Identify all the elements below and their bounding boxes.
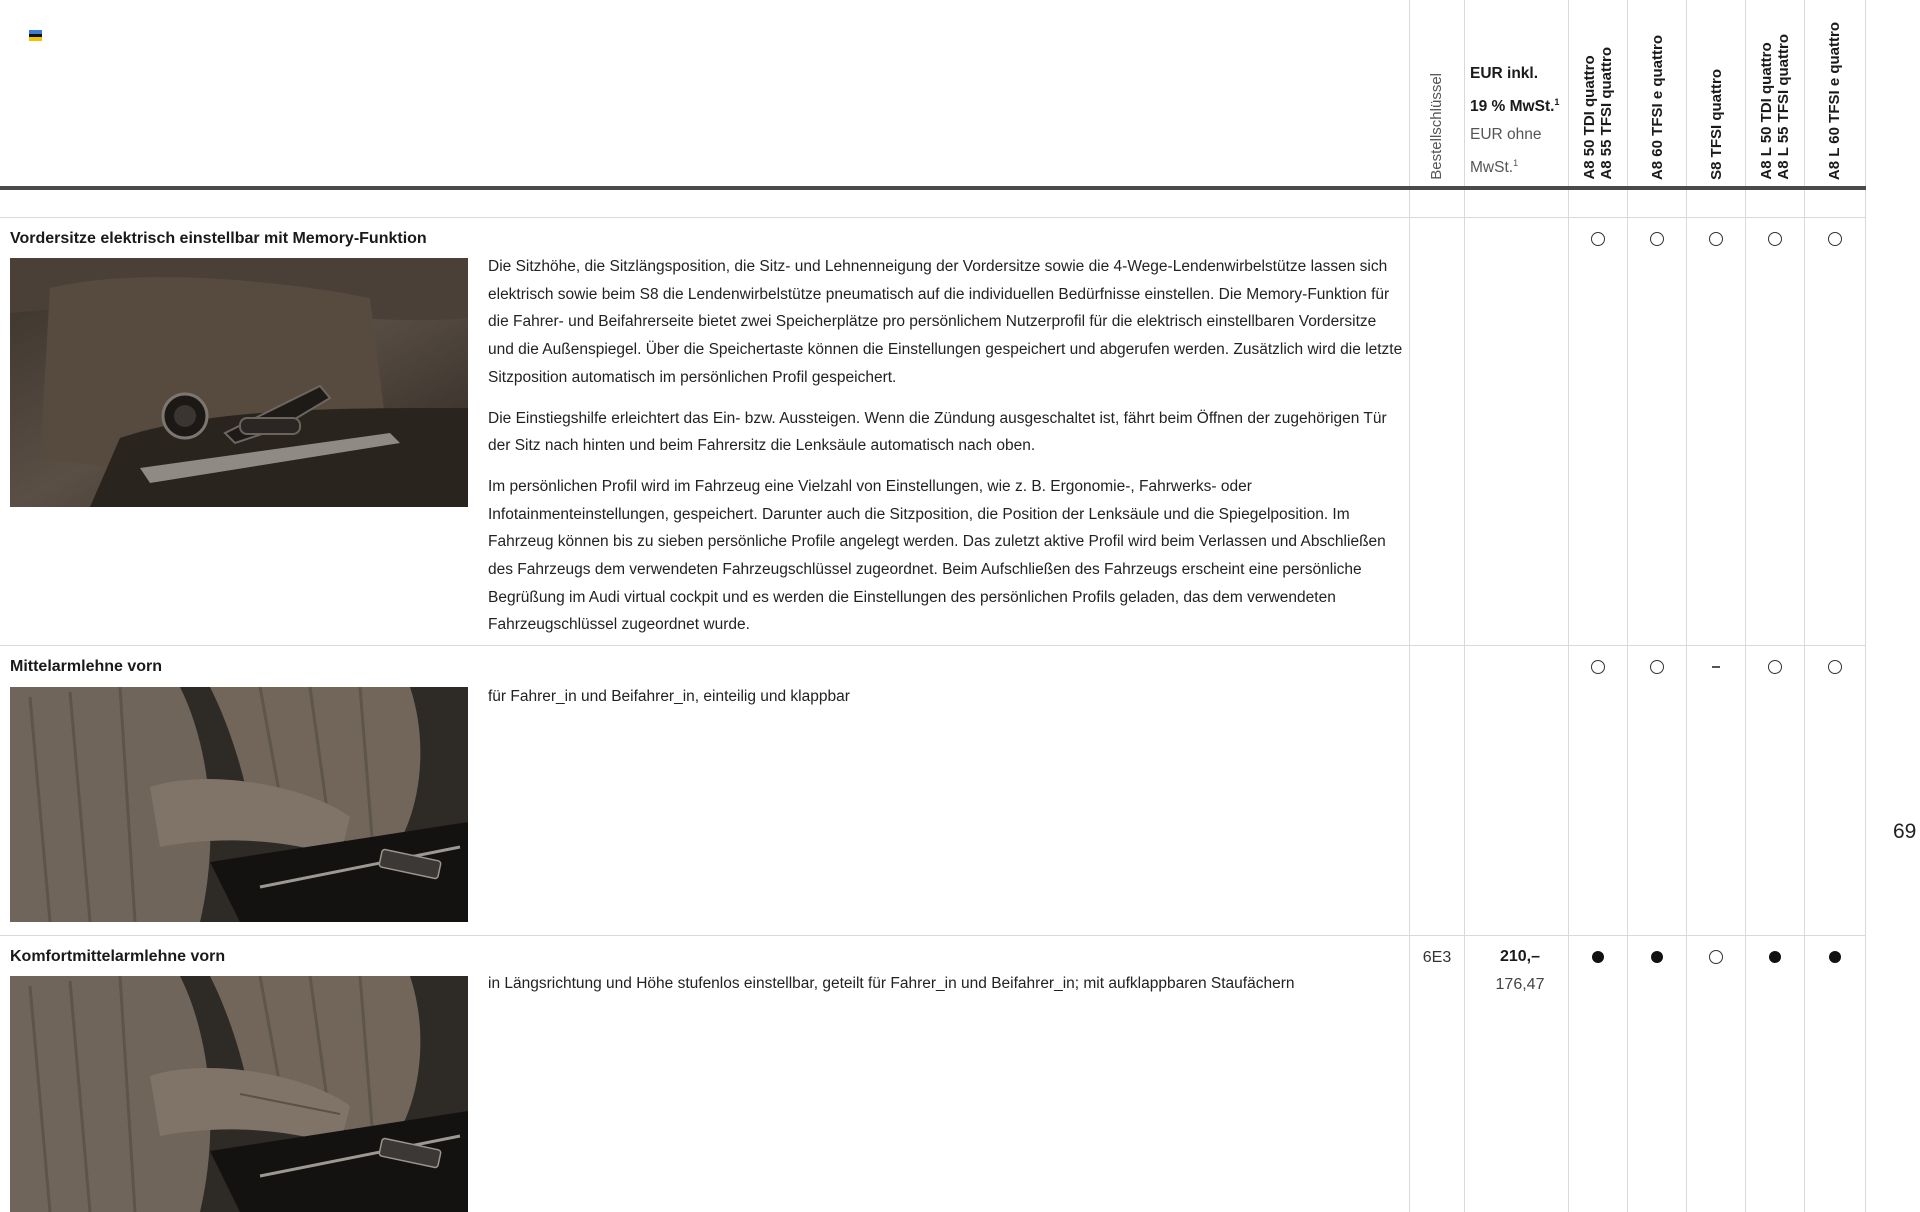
optional-equipment-icon: [1768, 660, 1782, 674]
standard-equipment-icon: [1829, 951, 1841, 963]
optional-equipment-icon: [1828, 232, 1842, 246]
price-incl-vat: 210,–: [1499, 948, 1541, 965]
seat-controls-photo: [10, 258, 468, 507]
optional-equipment-icon: [1650, 660, 1664, 674]
row-title-memory-seats: Vordersitze elektrisch einstellbar mit Memory-Funktion: [10, 230, 427, 247]
column-divider: [1804, 0, 1805, 1212]
column-divider: [1627, 0, 1628, 1212]
not-available-icon: [1712, 666, 1720, 668]
column-divider: [1409, 0, 1410, 1212]
price-incl-header: EUR inkl.: [1470, 65, 1539, 82]
row-description-comfort-armrest: in Längsrichtung und Höhe stufenlos einstellbar, geteilt für Fahrer_in und Beifahrer_in; mit aufklappbaren Staufächern: [488, 975, 1295, 992]
price-cell: [1470, 943, 1570, 999]
optional-equipment-icon: [1768, 232, 1782, 246]
row-divider: [0, 217, 1866, 218]
standard-equipment-icon: [1769, 951, 1781, 963]
optional-equipment-icon: [1709, 950, 1723, 964]
standard-equipment-icon: [1592, 951, 1604, 963]
row-description-memory-seats: Die Sitzhöhe, die Sitzlängsposition, die Sitz- und Lehnenneigung der Vordersitze sowie die 4-Wege-Lendenwirbelstütze lassen sich elektrisch sowie beim S8 die Lendenwirbelstütze pneumatisch auf die individuellen Bedürfnisse einstellen. Die Memory-Funktion für die Fahrer- und Beifahrerseite bietet zwei Speicherplätze pro persönlichem Nutzerprofil für die elektrisch einstellbaren Vordersitze und die Außenspiegel. Über die Speichertaste können die Einstellungen gespeichert und abgerufen werden. Zusätzlich wird die letzte Sitzposition automatisch im persönlichen Profil gespeichert. Die Einstiegshilfe erleichtert das Ein- bzw. Aussteigen. Wenn die Zündung ausgeschaltet ist, fährt beim Öffnen der zugehörigen Tür der Sitz nach hinten und beim Fahrersitz die Lenksäule automatisch nach oben. Im persönlichen Profil wird im Fahrzeug eine Vielzahl von Einstellungen, wie z. B. Ergonomie-, Fahrwerks- oder Infotainmenteinstellungen, gespeichert. Darunter auch die Sitzposition, die Position der Lenksäule und die Spiegelposition. Im Fahrzeug können bis zu sieben persönliche Profile angelegt werden. Das zuletzt aktive Profil wird beim Verlassen und Abschließen des Fahrzeugs dem verwendeten Fahrzeugschlüssel zugeordnet. Beim Aufschließen des Fahrzeugs erscheint eine persönliche Begrüßung im Audi virtual cockpit und es werden die Einstellungen des persönlichen Profils geladen, das dem verwendeten Fahrzeugschlüssel zugeordnet wurde.: [488, 258, 1403, 634]
optional-equipment-icon: [1591, 660, 1605, 674]
column-divider: [1464, 0, 1465, 1212]
order-key-cell: 6E3: [1422, 949, 1452, 966]
row-title-comfort-armrest: Komfortmittelarmlehne vorn: [10, 948, 226, 965]
row-divider: [0, 935, 1866, 936]
order-key-header: Bestellschlüssel: [1428, 73, 1445, 180]
row-title-armrest: Mittelarmlehne vorn: [10, 658, 163, 675]
model-header-a8-50-55: A8 50 TDI quattro A8 55 TFSI quattro: [1581, 47, 1615, 180]
header-rule: [0, 186, 1866, 190]
comfort-armrest-photo: [10, 976, 468, 1212]
column-divider: [1745, 0, 1746, 1212]
language-flag-icon: [29, 30, 42, 41]
armrest-photo: [10, 687, 468, 922]
optional-equipment-icon: [1591, 232, 1605, 246]
price-header: EUR inkl. 19 % MwSt.$^1$ EUR ohne MwSt.$^1$: [1470, 60, 1570, 182]
row-description-armrest: für Fahrer_in und Beifahrer_in, einteilig und klappbar: [488, 688, 850, 705]
optional-equipment-icon: [1828, 660, 1842, 674]
model-header-a8l-50-55: A8 L 50 TDI quattro A8 L 55 TFSI quattro: [1758, 34, 1792, 180]
model-header-a8-60-tfsi-e: A8 60 TFSI e quattro: [1648, 34, 1666, 180]
standard-equipment-icon: [1651, 951, 1663, 963]
optional-equipment-icon: [1709, 232, 1723, 246]
column-divider: [1686, 0, 1687, 1212]
model-header-a8l-60-tfsi-e: A8 L 60 TFSI e quattro: [1825, 21, 1843, 180]
price-excl-header: EUR ohne: [1470, 126, 1542, 144]
page-number: 69: [1893, 820, 1917, 843]
model-header-s8: S8 TFSI quattro: [1707, 69, 1725, 180]
column-divider: [1865, 0, 1866, 1212]
optional-equipment-icon: [1650, 232, 1664, 246]
price-excl-vat: 176,47: [1495, 976, 1545, 993]
